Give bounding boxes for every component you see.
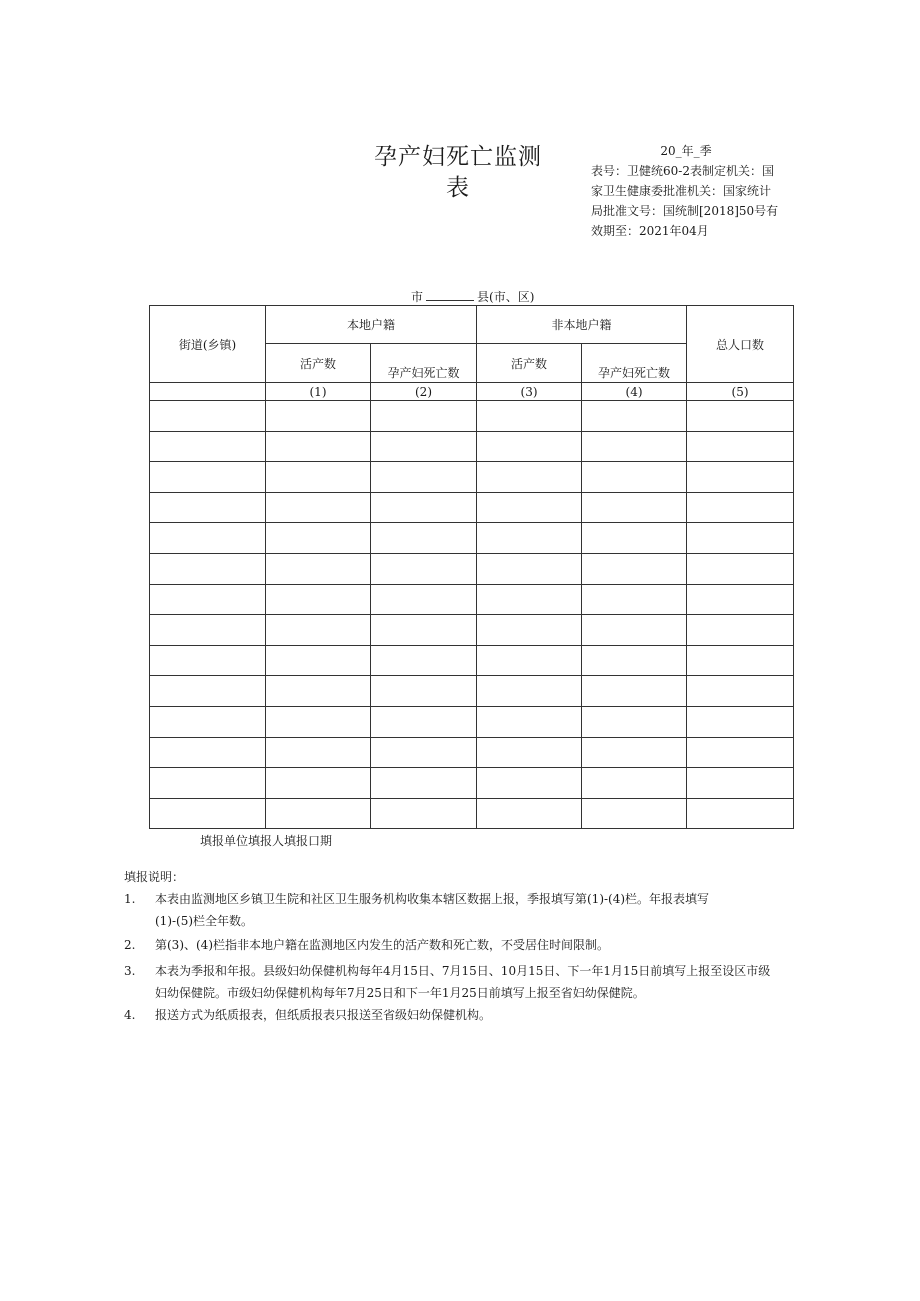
value-cell-1[interactable]: [266, 431, 371, 462]
instruction-line: 第(3)、(4)栏指非本地户籍在监测地区内发生的活产数和死亡数，不受居住时间限制。: [155, 938, 609, 952]
local-maternal-deaths-header: 孕产妇死亡数: [371, 344, 477, 383]
street-cell[interactable]: [150, 798, 266, 829]
value-cell-4[interactable]: [582, 706, 687, 737]
table-row: [150, 553, 794, 584]
street-cell[interactable]: [150, 615, 266, 646]
local-household-header: 本地户籍: [266, 306, 477, 344]
value-cell-3[interactable]: [477, 431, 582, 462]
col-number-2: (2): [371, 383, 477, 401]
table-row: [150, 431, 794, 462]
value-cell-1[interactable]: [266, 798, 371, 829]
value-cell-1[interactable]: [266, 462, 371, 493]
value-cell-4[interactable]: [582, 615, 687, 646]
value-cell-3[interactable]: [477, 462, 582, 493]
total-population-header: 总人口数: [687, 306, 794, 383]
table-row: [150, 676, 794, 707]
value-cell-4[interactable]: [582, 798, 687, 829]
street-cell[interactable]: [150, 737, 266, 768]
value-cell-4[interactable]: [582, 584, 687, 615]
value-cell-1[interactable]: [266, 584, 371, 615]
value-cell-4[interactable]: [582, 401, 687, 432]
value-cell-2[interactable]: [371, 706, 477, 737]
value-cell-5[interactable]: [687, 431, 794, 462]
value-cell-1[interactable]: [266, 523, 371, 554]
value-cell-4[interactable]: [582, 768, 687, 799]
value-cell-5[interactable]: [687, 553, 794, 584]
value-cell-4[interactable]: [582, 462, 687, 493]
col-number-blank: [150, 383, 266, 401]
instruction-number: 4.: [124, 1008, 136, 1022]
form-title-line1: 孕产妇死亡监测: [374, 144, 542, 170]
city-label: 市: [411, 290, 424, 304]
value-cell-5[interactable]: [687, 401, 794, 432]
col-number-5: (5): [687, 383, 794, 401]
instruction-line: 报送方式为纸质报表，但纸质报表只报送至省级妇幼保健机构。: [155, 1008, 492, 1022]
value-cell-3[interactable]: [477, 676, 582, 707]
value-cell-1[interactable]: [266, 706, 371, 737]
instruction-text: [155, 888, 804, 932]
county-blank[interactable]: [426, 289, 474, 301]
value-cell-5[interactable]: [687, 492, 794, 523]
table-row: [150, 584, 794, 615]
instruction-line: 本表为季报和年报。县级妇幼保健机构每年4月15日、7月15日、10月15日、下一年1月15日前填写上报至设区市级: [155, 964, 771, 978]
street-cell[interactable]: [150, 401, 266, 432]
value-cell-1[interactable]: [266, 737, 371, 768]
value-cell-5[interactable]: [687, 615, 794, 646]
instruction-item: [124, 960, 804, 1004]
value-cell-2[interactable]: [371, 676, 477, 707]
value-cell-2[interactable]: [371, 615, 477, 646]
value-cell-4[interactable]: [582, 553, 687, 584]
table-row: [150, 737, 794, 768]
value-cell-3[interactable]: [477, 584, 582, 615]
signature-line: 填报单位填报人填报口期: [200, 834, 333, 848]
value-cell-3[interactable]: [477, 737, 582, 768]
meta-line-3: 局批准文号：国统制[2018]50号有: [591, 204, 779, 218]
street-cell[interactable]: [150, 706, 266, 737]
instructions: [124, 866, 804, 1026]
monitoring-table: [149, 305, 794, 829]
nonlocal-household-header: 非本地户籍: [477, 306, 687, 344]
instruction-line: 妇幼保健院。市级妇幼保健机构每年7月25日和下一年1月25日前填写上报至省妇幼保健院。: [155, 986, 645, 1000]
value-cell-5[interactable]: [687, 676, 794, 707]
table-row: [150, 523, 794, 554]
value-cell-1[interactable]: [266, 553, 371, 584]
value-cell-3[interactable]: [477, 768, 582, 799]
local-live-births-header: 活产数: [266, 344, 371, 383]
value-cell-2[interactable]: [371, 584, 477, 615]
value-cell-3[interactable]: [477, 492, 582, 523]
form-title-line2: 表: [446, 175, 470, 201]
table-row: [150, 615, 794, 646]
value-cell-5[interactable]: [687, 645, 794, 676]
value-cell-4[interactable]: [582, 523, 687, 554]
value-cell-1[interactable]: [266, 645, 371, 676]
form-title: [360, 142, 556, 204]
value-cell-4[interactable]: [582, 492, 687, 523]
meta-line-4: 效期至：2021年04月: [591, 224, 709, 238]
value-cell-2[interactable]: [371, 431, 477, 462]
table-row: [150, 462, 794, 493]
table-row: [150, 401, 794, 432]
street-cell[interactable]: [150, 553, 266, 584]
col-number-1: (1): [266, 383, 371, 401]
instruction-line: 本表由监测地区乡镇卫生院和社区卫生服务机构收集本辖区数据上报，季报填写第(1)-(4)栏。年报表填写: [155, 892, 710, 906]
value-cell-3[interactable]: [477, 645, 582, 676]
instruction-text: [155, 960, 804, 1004]
value-cell-5[interactable]: [687, 523, 794, 554]
street-cell[interactable]: [150, 431, 266, 462]
value-cell-5[interactable]: [687, 584, 794, 615]
instruction-item: [124, 934, 804, 956]
nonlocal-live-births-header: 活产数: [477, 344, 582, 383]
value-cell-1[interactable]: [266, 401, 371, 432]
value-cell-2[interactable]: [371, 768, 477, 799]
instruction-number: 3.: [124, 964, 136, 978]
value-cell-5[interactable]: [687, 462, 794, 493]
street-cell[interactable]: [150, 676, 266, 707]
table-row: [150, 768, 794, 799]
value-cell-3[interactable]: [477, 523, 582, 554]
value-cell-1[interactable]: [266, 492, 371, 523]
value-cell-3[interactable]: [477, 553, 582, 584]
value-cell-2[interactable]: [371, 645, 477, 676]
value-cell-5[interactable]: [687, 798, 794, 829]
nonlocal-maternal-deaths-header: 孕产妇死亡数: [582, 344, 687, 383]
value-cell-4[interactable]: [582, 737, 687, 768]
value-cell-1[interactable]: [266, 768, 371, 799]
value-cell-5[interactable]: [687, 737, 794, 768]
meta-line-2: 家卫生健康委批准机关：国家统计: [591, 184, 772, 198]
value-cell-4[interactable]: [582, 645, 687, 676]
instruction-number: 1.: [124, 892, 136, 906]
value-cell-3[interactable]: [477, 798, 582, 829]
col-number-3: (3): [477, 383, 582, 401]
value-cell-1[interactable]: [266, 676, 371, 707]
value-cell-3[interactable]: [477, 706, 582, 737]
col-number-4: (4): [582, 383, 687, 401]
instruction-line: (1)-(5)栏全年数。: [155, 914, 254, 928]
value-cell-3[interactable]: [477, 401, 582, 432]
value-cell-5[interactable]: [687, 706, 794, 737]
instruction-text: [155, 934, 804, 956]
report-period: 20_年_季: [660, 144, 712, 158]
value-cell-3[interactable]: [477, 615, 582, 646]
value-cell-2[interactable]: [371, 553, 477, 584]
street-cell[interactable]: [150, 645, 266, 676]
form-metadata: [591, 141, 791, 241]
street-cell[interactable]: [150, 523, 266, 554]
instructions-heading: 填报说明：: [124, 870, 185, 884]
street-cell[interactable]: [150, 492, 266, 523]
location-line: [411, 288, 534, 305]
table-row: [150, 492, 794, 523]
instruction-item: [124, 1004, 804, 1026]
meta-line-1: 表号：卫健统60-2表制定机关：国: [591, 164, 774, 178]
street-cell[interactable]: [150, 584, 266, 615]
value-cell-1[interactable]: [266, 615, 371, 646]
street-header: 街道(乡镇): [150, 306, 266, 383]
value-cell-2[interactable]: [371, 401, 477, 432]
value-cell-2[interactable]: [371, 462, 477, 493]
value-cell-2[interactable]: [371, 492, 477, 523]
street-cell[interactable]: [150, 768, 266, 799]
instruction-number: 2.: [124, 938, 136, 952]
table-row: [150, 645, 794, 676]
instruction-text: [155, 1004, 804, 1026]
value-cell-2[interactable]: [371, 798, 477, 829]
value-cell-2[interactable]: [371, 737, 477, 768]
value-cell-2[interactable]: [371, 523, 477, 554]
street-cell[interactable]: [150, 462, 266, 493]
value-cell-4[interactable]: [582, 431, 687, 462]
county-label: 县(市、区): [477, 290, 535, 304]
instruction-item: [124, 888, 804, 932]
table-row: [150, 798, 794, 829]
table-row: [150, 706, 794, 737]
value-cell-5[interactable]: [687, 768, 794, 799]
value-cell-4[interactable]: [582, 676, 687, 707]
